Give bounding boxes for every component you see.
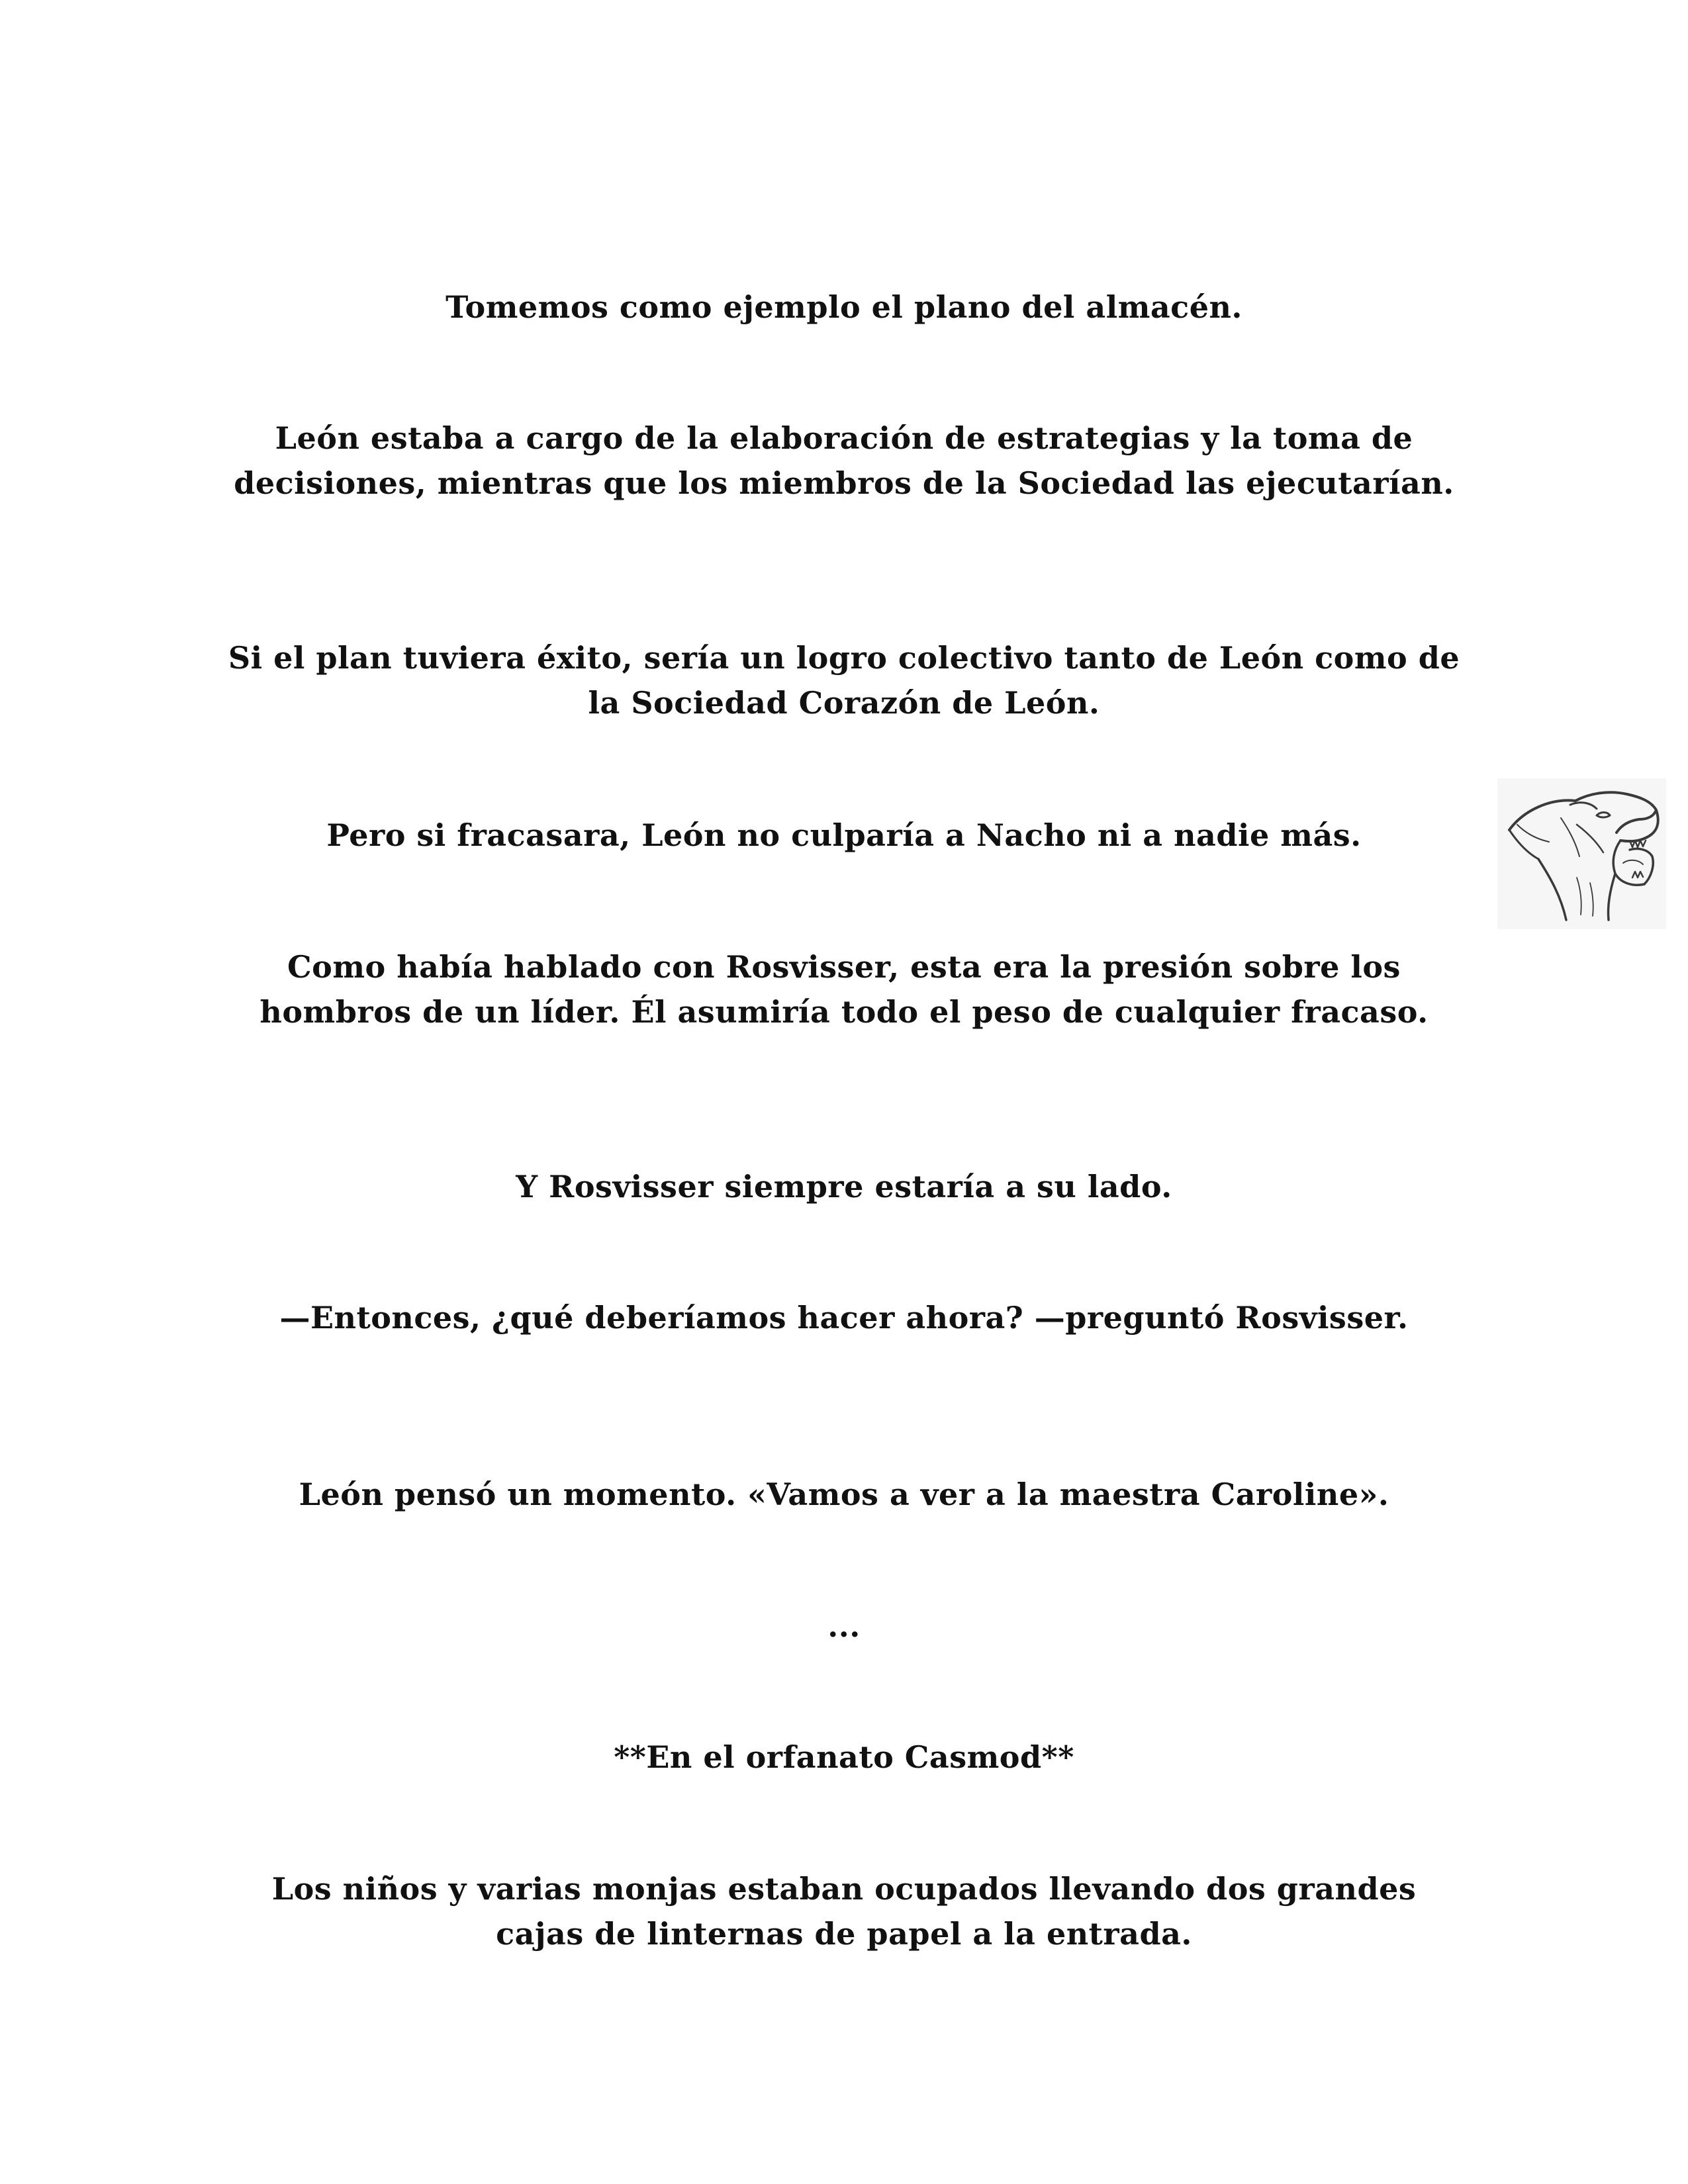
paragraph-9: Los niños y varias monjas estaban ocupados llevando dos grandes cajas de linternas de papel a la entrada. (271, 1871, 1417, 1952)
paragraph-3: Si el plan tuviera éxito, sería un logro colectivo tanto de León como de la Sociedad Corazón de León. (228, 640, 1460, 721)
paragraph-4: Pero si fracasara, León no culparía a Nacho ni a nadie más. (326, 817, 1362, 853)
scene-heading: **En el orfanato Casmod** (614, 1739, 1074, 1775)
paragraph-7: —Entonces, ¿qué deberíamos hacer ahora? —preguntó Rosvisser. (279, 1300, 1409, 1336)
paragraph-2: León estaba a cargo de la elaboración de estrategias y la toma de decisiones, mientras que los miembros de la Sociedad las ejecutarían. (234, 420, 1454, 501)
paragraph-5: Como había hablado con Rosvisser, esta era la presión sobre los hombros de un líder. Él asumiría todo el peso de cualquier fracaso. (259, 949, 1429, 1030)
scene-break: ... (827, 1608, 861, 1644)
paragraph-1: Tomemos como ejemplo el plano del almacén. (445, 289, 1243, 325)
paragraph-6: Y Rosvisser siempre estaría a su lado. (516, 1169, 1172, 1205)
dinosaur-head-sketch-icon (1497, 778, 1666, 929)
paragraph-8: León pensó un momento. «Vamos a ver a la maestra Caroline». (299, 1477, 1389, 1512)
